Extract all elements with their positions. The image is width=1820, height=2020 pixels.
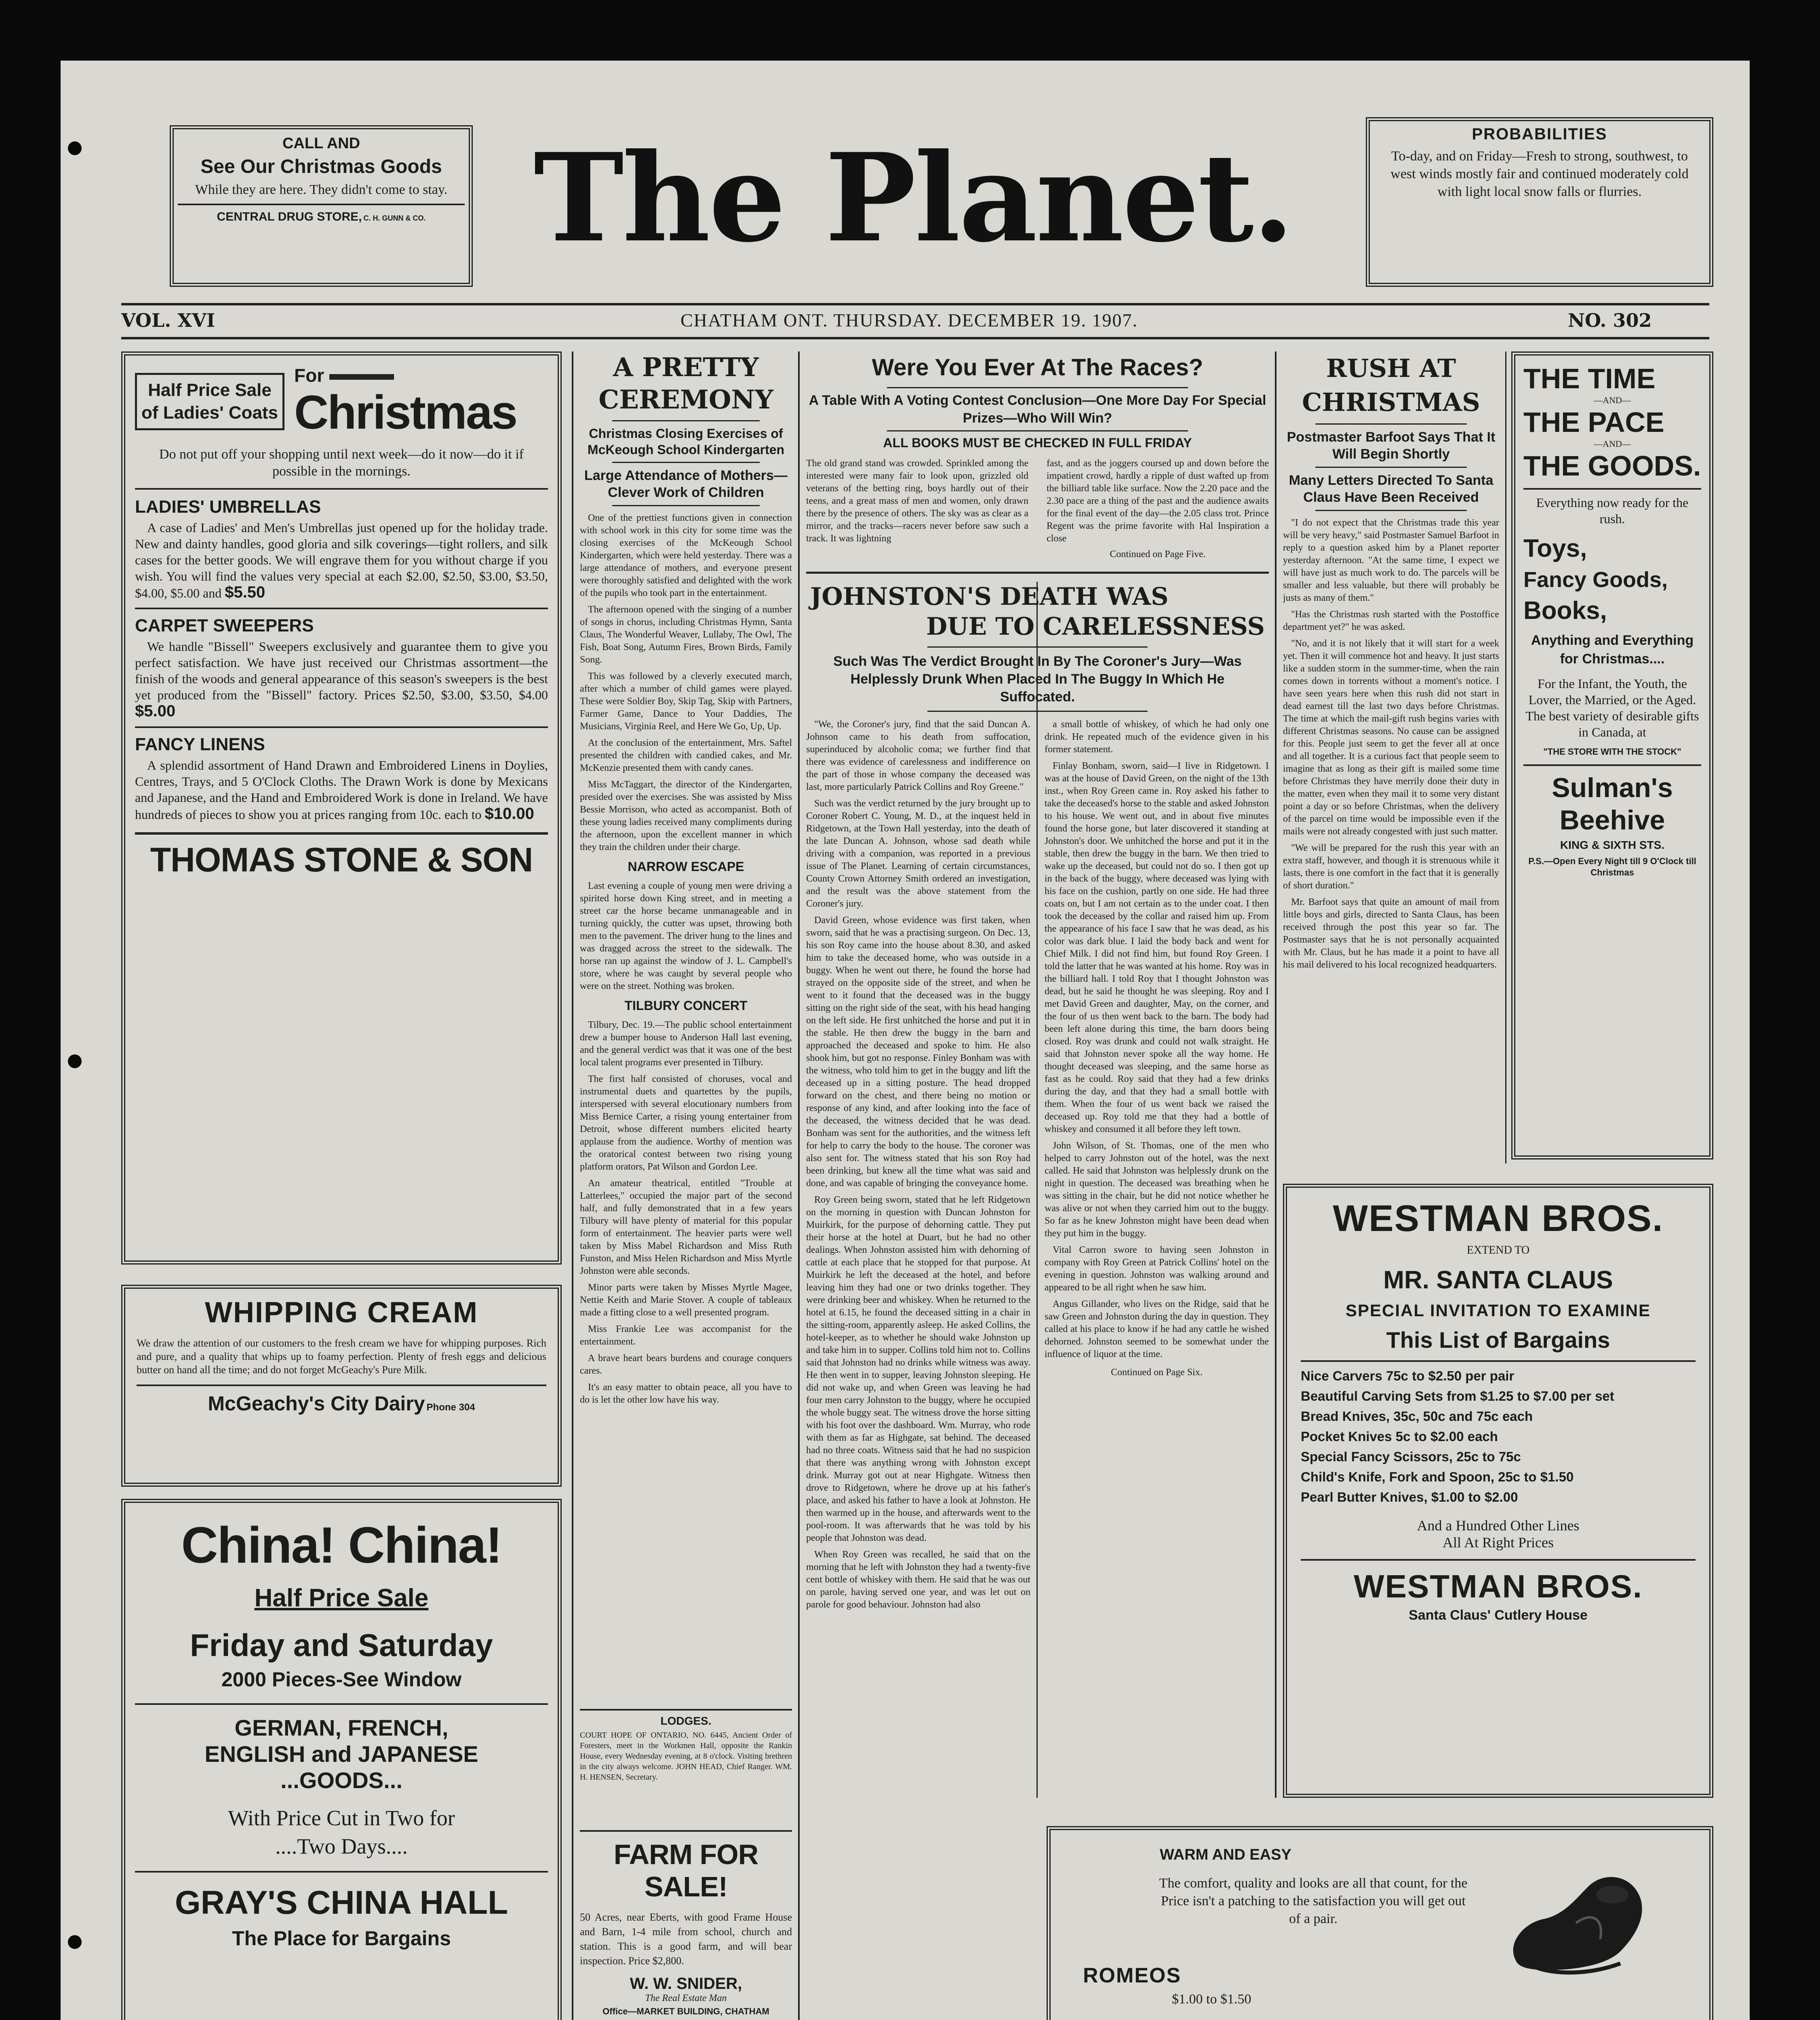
narrow-escape-heading: NARROW ESCAPE xyxy=(628,859,744,874)
cream-phone: Phone 304 xyxy=(426,1402,475,1413)
article-paragraph: Roy Green being sworn, stated that he left Ridgetown on the morning in question with Duncan Johnston for Muirkirk, for the purpose of dehorning cattle. They put their horse at the hotel at Duart, but he had no other dealings. When Johnston assisted him with dehorning of cattle at each place that he stopped for that purpose. At Muirkirk he left the deceased at the hotel, and before leaving him they had one or two drinks together. They were drinking beer and whiskey. When he returned to the hotel at 6.15, he found the deceased sitting in a chair in the sitting-room, apparently asleep. He asked Collins, the hotel-keeper, as to whether he should wake Johnston up and take him in to supper. Collins told him not to. Collins said that Johnston had no drinks while witness was away. He then went in to supper, leaving Johnston sleeping. He did not wake up, and when Green was leaving he had four men carry Johnston to the buggy, where he occupied the whole buggy seat. The witness drove the horse sitting with his foot over the dashboard. Wm. Murray, who rode with them as far as Highgate, sat behind. The deceased had no three coats. Witness said that he had no suspicion that there was anything wrong with Johnston except drink. Murray got out at near Highgate. Witness then drove to Ridgetown, where he drove up at his father's place, and asked his father to have a look at Johnston. He then warmed up in the house, and afterwards went to the pool-room. It was afterwards that he was told by his people that Johnston was dead. xyxy=(806,1195,1030,1543)
rush-headline: RUSH AT CHRISTMAS xyxy=(1302,354,1480,417)
slipper-icon xyxy=(1499,1862,1653,1984)
ceremony-subhead: Large Attendance of Mothers—Clever Work of Children xyxy=(584,468,788,500)
issue-number: NO. 302 xyxy=(1568,309,1652,331)
weather-text: To-day, and on Friday—Fresh to strong, southwest, to west winds mostly fair and continued moderately cold with light local snow falls or flurries. xyxy=(1390,149,1689,199)
sulman-fancy-goods: Fancy Goods, xyxy=(1523,568,1668,592)
johnston-headline: DUE TO CARELESSNESS xyxy=(926,612,1265,641)
cowan-price: $1.00 to $1.50 xyxy=(1172,1992,1251,2007)
tilbury-heading: TILBURY CONCERT xyxy=(624,998,748,1013)
westman-subtitle: Santa Claus' Cutlery House xyxy=(1409,1608,1588,1623)
article-paragraph: At the conclusion of the entertainment, Mrs. Saftel presented the children with candied cakes, and Mr. McKenzie presented them with candy canes. xyxy=(580,738,792,773)
stone-intro: Do not put off your shopping until next week—do it now—do it if possible in the mornings. xyxy=(159,447,524,479)
races-subhead: A Table With A Voting Contest Conclusion—One More Day For Special Prizes—Who Will Win? xyxy=(809,393,1266,426)
article-paragraph: The afternoon opened with the singing of a number of songs in chorus, including Christmas Hymn, Santa Claus, The Wonderful Weaver, Lullaby, The Owl, The Fish, Boat Song, Autumn Fires, Brown Birds, Family Song. xyxy=(580,604,792,665)
sulman-pace: THE PACE xyxy=(1523,406,1664,438)
westman-item: Beautiful Carving Sets from $1.25 to $7.00 per set xyxy=(1301,1389,1614,1403)
westman-item: Pearl Butter Knives, $1.00 to $2.00 xyxy=(1301,1490,1518,1504)
westman-item: Special Fancy Scissors, 25c to 75c xyxy=(1301,1449,1521,1464)
sulman-goods: THE GOODS. xyxy=(1523,450,1701,482)
sulman-signature: Sulman's xyxy=(1552,772,1673,803)
sulman-slogan: "THE STORE WITH THE STOCK" xyxy=(1543,747,1681,757)
sulman-and: —AND— xyxy=(1594,395,1631,405)
farm-office: Office—MARKET BUILDING, CHATHAM xyxy=(602,2006,769,2016)
article-paragraph: "No, and it is not likely that it will start for a week yet. Then it will commence hot and heavy. It just starts like a sudden storm in the summer-time, when the rain comes down in torrents without a moment's notice. I have seen years here when this rush did not start in dead earnest till the last two days before Christmas. The time at which the mail-gift rush begins varies with different Christmas seasons. No cause can be assigned for this. People just seem to get the fever all at once and all together. It is a curious fact that people seem to imagine that as long as their gift is mailed some time before Christmas they have merrily done their duty in the matter, even when they mail it to some very distant point a day or so before Christmas, when the delivery of the parcel on time would be impossible even if the mails were not already congested with just such matter. xyxy=(1283,638,1499,837)
sulman-for-text: For the Infant, the Youth, the Lover, the Married, or the Aged. The best variety of desirable gifts in Canada, at xyxy=(1525,676,1699,739)
article-paragraph: An amateur theatrical, entitled "Trouble at Latterlees," occupied the major part of the second half, and fully demonstrated that in a few years Tilbury will have plenty of material for this popular form of entertainment. The heavier parts were well taken by Miss Mabel Richardson and Miss Ruth Funston, and Miss Helen Richardson and Miss Myrtle Johnston were able seconds. xyxy=(580,1178,792,1276)
column-rule xyxy=(1275,351,1277,1798)
sulman-address: KING & SIXTH STS. xyxy=(1560,839,1665,851)
ear-left-owner: C. H. GUNN & CO. xyxy=(363,214,426,222)
article-paragraph: Angus Gillander, who lives on the Ridge, said that he saw Green and Johnston during the day in question. They called at his place to know if he had any cattle he wished dehorned. Johnston seemed to be somewhat under the influence of liquor at the time. xyxy=(1045,1299,1269,1359)
china-price-cut: With Price Cut in Two for xyxy=(228,1806,455,1830)
china-goods: ENGLISH and JAPANESE xyxy=(204,1741,478,1767)
article-paragraph: Last evening a couple of young men were driving a spirited horse down King street, and in meeting a street car the horse became unmanageable and in turning quickly, the cutter was upset, throwing both men to the pavement. The driver hung to the lines and was dragged across the street to the sidewalk. The horse ran up against the window of J. L. Campbell's store, where he was caught by several people who were on the street. Nothing was broken. xyxy=(580,881,792,991)
china-days: Friday and Saturday xyxy=(190,1627,493,1663)
column-rule xyxy=(572,351,573,2020)
article-paragraph: One of the prettiest functions given in connection with school work in this city for some time was the closing exercises of the McKeough School Kindergarten, which were held yesterday. There was a large attendance of mothers, and everyone present were thoroughly satisfied and delighted with the work of the pupils who took part in the entertainment. xyxy=(580,513,792,598)
china-tagline: The Place for Bargains xyxy=(232,1927,451,1950)
cowan-ad xyxy=(1047,1826,1713,2020)
westman-signature: WESTMAN BROS. xyxy=(1354,1568,1643,1604)
article-paragraph: Such was the verdict returned by the jury brought up to Coroner Robert C. Young, M. D., at the inquest held in Ridgetown, at the Town Hall yesterday, into the death of the late Duncan A. Johnson, whose sad death while driving with a companion, was reported in a previous issue of The Planet. Learning of certain circumstances, County Crown Attorney Smith ordered an investigation, and the result was the above statement from the Coroner's jury. xyxy=(806,798,1030,909)
races-headline: Were You Ever At The Races? xyxy=(872,354,1203,381)
westman-item: Bread Knives, 35c, 50c and 75c each xyxy=(1301,1409,1533,1424)
cowan-headline: WARM AND EASY xyxy=(1160,1846,1291,1863)
rush-article xyxy=(1283,351,1499,1168)
dateline-bar xyxy=(121,307,1709,335)
dateline: CHATHAM ONT. THURSDAY. DECEMBER 19. 1907. xyxy=(680,310,1138,330)
stone-umbrellas-price: $5.50 xyxy=(225,583,265,601)
punch-hole xyxy=(68,141,82,155)
masthead-rule-top xyxy=(121,303,1709,305)
stone-linens-price: $10.00 xyxy=(484,805,534,823)
ear-left-store: CENTRAL DRUG STORE, xyxy=(217,210,362,223)
article-paragraph: a small bottle of whiskey, of which he had only one drink. He repeated much of the evidence given in his former statement. xyxy=(1045,719,1269,755)
article-paragraph: "I do not expect that the Christmas trade this year will be very heavy," said Postmaster Samuel Barfoot in reply to a question asked him by a Planet reporter yesterday afternoon. "At the same time, I expect we will have just as much work to do. The parcels will be smaller and less valuable, but there will probably be justs as many of them." xyxy=(1283,518,1499,603)
rush-subhead: Postmaster Barfoot Says That It Will Begin Shortly xyxy=(1287,429,1496,462)
rush-subhead: Many Letters Directed To Santa Claus Have Been Received xyxy=(1289,473,1493,505)
sulman-books: Books, xyxy=(1523,597,1607,625)
westman-item: Pocket Knives 5c to $2.00 each xyxy=(1301,1429,1498,1444)
ear-left-line: CALL AND xyxy=(282,135,360,152)
stone-christmas: Christmas xyxy=(294,386,517,439)
ceremony-body xyxy=(580,512,792,854)
races-body-right: fast, and as the joggers coursed up and down before the impatient crowd, hardly a ripple of dust wafted up from the billiard table like surface. Now the 2.20 pace and the 2.30 pace are a thing of the past and the audience awaits for the final event of the day—the 2.05 class trot. Prince Regent was the prime favorite with Hal Inspiration a close xyxy=(1047,458,1269,544)
article-paragraph: When Roy Green was recalled, he said that on the morning that he left with Johnston they had a twenty-five cent bottle of whiskey with them. He said that he was out on parole, having served one year, and was let out on parole for good behaviour. Johnston had also xyxy=(806,1549,1030,1610)
china-goods: ...GOODS... xyxy=(280,1768,402,1793)
johnston-body-right xyxy=(1045,718,1269,1615)
article-paragraph: "Has the Christmas rush started with the Postoffice department yet?" he was asked. xyxy=(1283,609,1499,632)
races-continued: Continued on Page Five. xyxy=(1110,549,1206,560)
sulman-ad xyxy=(1511,351,1713,1159)
sulman-and: —AND— xyxy=(1594,439,1631,449)
weather-title: PROBABILITIES xyxy=(1472,125,1607,143)
johnston-article xyxy=(806,582,1269,1802)
ceremony-subhead: Christmas Closing Exercises of McKeough School Kindergarten xyxy=(587,426,785,457)
johnston-body-left xyxy=(806,718,1030,1615)
sulman-intro: Everything now ready for the rush. xyxy=(1536,495,1689,526)
article-paragraph: Miss Frankie Lee was accompanist for the entertainment. xyxy=(580,1324,792,1347)
stone-umbrellas-heading: LADIES' UMBRELLAS xyxy=(135,497,321,517)
masthead-rule-bottom xyxy=(121,337,1709,339)
cream-ad xyxy=(121,1285,562,1487)
punch-hole xyxy=(68,1054,82,1068)
stone-linens-heading: FANCY LINENS xyxy=(135,734,265,754)
farm-title: FARM FOR SALE! xyxy=(613,1839,758,1902)
article-paragraph: David Green, whose evidence was first taken, when sworn, said that he was a practising surgeon. On Dec. 13, his son Roy came into the house about 8.30, and asked him to take the deceased home, who was outside in a buggy. When he went out there, he found the horse had strayed on the opposite side of the street, and when he went to it found that the deceased was in the buggy sitting on the right side of the seat, with his head hanging on the left side. He first unhitched the horse and put it in the stable. He then drew the buggy in the barn and approached the deceased and spoke to him. He also shook him, but got no response. Finley Bonham was with the witness, who told him to get in the buggy and lift the deceased up in a sitting posture. The head dropped forward on the chest, and there being no motion or response of any kind, and after looking into the face of the deceased, the witness decided that he was dead. Bonham was sent for the authorities, and the witness left for help to carry the body to the house. The coroner was also sent for. The witness stated that his son Roy had been drinking, but knew all the time what was said and done, and was capable of bringing the conveyance home. xyxy=(806,915,1030,1189)
article-paragraph: Minor parts were taken by Misses Myrtle Magee, Nettie Keith and Marie Stover. A couple of tableaux made a fitting close to a well presented program. xyxy=(580,1282,792,1318)
races-body-left: The old grand stand was crowded. Sprinkled among the interested were many fair to look upon, grizzled old veterans of the betting ring, boys hardly out of their teens, and a great mass of men and women, only drawn there by the presence of others. The sky was as clear as a mirror, and the tracks—racers never before saw such a track. It was lightning xyxy=(806,458,1028,544)
column-rule xyxy=(798,351,800,2020)
stone-sweepers-heading: CARPET SWEEPERS xyxy=(135,616,314,635)
china-goods: GERMAN, FRENCH, xyxy=(234,1715,449,1740)
lodges-text: COURT HOPE OF ONTARIO, NO. 6445, Ancient Order of Foresters, meet in the Workmen Hall, opposite the Rankin House, every Wednesday evening, at 8 o'clock. Visiting brethren in the city always welcome. JOHN HEAD, Chief Ranger. WM. H. HENSEN, Secretary. xyxy=(580,1731,792,1782)
article-paragraph: Miss McTaggart, the director of the Kindergarten, presided over the exercises. She was assisted by Miss Bessie Morrison, who acted as accompanist. Both of these young ladies received many compliments during the afternoon, upon the excellent manner in which they train the children under their charge. xyxy=(580,779,792,852)
article-paragraph: It's an easy matter to obtain peace, all you have to do is let the other low have his way. xyxy=(580,1382,792,1405)
article-paragraph: John Wilson, of St. Thomas, one of the men who helped to carry Johnston out of the hotel, was the next called. He said that Johnston was helplessly drunk on the night in question. The deceased was breathing when he was sitting in the chair, but he did not notice whether he was alive or not when they carried him out to the buggy. So far as he knew Johnston might have been dead when they put him in the buggy. xyxy=(1045,1140,1269,1239)
farm-ad xyxy=(580,1830,792,2020)
article-paragraph: The first half consisted of choruses, vocal and instrumental duets and quartettes by the pupils, interspersed with several elocutionary numbers from Miss Bernice Carter, a rising young entertainer from Detroit, whose different numbers elicited hearty applause from the audience. Worthy of mention was the oratorical contest between two rising young platform orators, Pat Wilson and Gordon Lee. xyxy=(580,1074,792,1172)
westman-more: All At Right Prices xyxy=(1442,1534,1554,1551)
westman-extend: EXTEND TO xyxy=(1466,1244,1530,1256)
westman-more: And a Hundred Other Lines xyxy=(1417,1517,1580,1534)
arrow-icon xyxy=(329,374,394,380)
masthead-title: The Planet. xyxy=(533,126,1293,269)
cream-text: We draw the attention of our customers to the fresh cream we have for whipping purposes. Rich and pure, and a quality that whips up to foamy perfection. Plenty of fresh eggs and delicious butter on hand all the time; and do not forget McGeachy's Pure Milk. xyxy=(137,1337,546,1376)
stone-sweepers-text: We handle "Bissell" Sweepers exclusively and guarantee them to give you perfect satisfaction. We have just received our Christmas assortment—the finish of the woods and general appearance of this season's sweepers is the best yet produced from the "Bissell" factory. Prices $2.50, $3.00, $3.50, $4.00 xyxy=(135,639,548,702)
johnston-headline: JOHNSTON'S DEATH WAS xyxy=(810,583,1169,611)
lodges-notice xyxy=(580,1709,792,1822)
weather-box xyxy=(1366,117,1713,287)
china-pieces: 2000 Pieces-See Window xyxy=(221,1668,462,1691)
section-rule xyxy=(806,572,1269,574)
stone-umbrellas-text: A case of Ladies' and Men's Umbrellas just opened up for the holiday trade. New and dainty handles, good gloria and silk coverings—tight rollers, and silk cases for the better goods. We will engrave them for you without charge if you wish. You will find the values very special at each $2.00, $2.50, $3.00, $3.50, $4.00, $5.00 and xyxy=(135,520,548,600)
article-paragraph: Vital Carron swore to having seen Johnston in company with Roy Green at Patrick Collins' hotel on the evening in question. Johnston was walking around and appeared to be all right when he saw him. xyxy=(1045,1245,1269,1293)
article-paragraph: Tilbury, Dec. 19.—The public school entertainment drew a bumper house to Anderson Hall last evening, and the general verdict was that it was one of the best local talent programs ever presented in Tilbury. xyxy=(580,1020,792,1068)
farm-text: 50 Acres, near Eberts, with good Frame House and Barn, 1-4 mile from school, church and station. This is a good farm, and will bear inspection. Price $2,800. xyxy=(580,1911,792,1967)
sulman-time: THE TIME xyxy=(1523,363,1656,394)
westman-list-title: This List of Bargains xyxy=(1386,1327,1610,1353)
westman-item: Child's Knife, Fork and Spoon, 25c to $1.50 xyxy=(1301,1469,1574,1484)
ear-left-ad xyxy=(170,125,473,287)
farm-signature: W. W. SNIDER, xyxy=(630,1975,742,1993)
china-title: China! China! xyxy=(181,1517,502,1574)
ear-left-headline: See Our Christmas Goods xyxy=(200,156,442,177)
cream-signature: McGeachy's City Dairy xyxy=(208,1392,425,1415)
sulman-postscript: P.S.—Open Every Night till 9 O'Clock till Christmas xyxy=(1528,856,1696,877)
article-paragraph: Finlay Bonham, sworn, said—I live in Ridgetown. I was at the house of David Green, on the night of the 13th inst., when Roy Green came in. Roy asked his father to take the deceased's horse to the stable and asked Johnston to his house. We went out, and in about five minutes found the horse gone, but later discovered it standing at Johnston's door. We unhitched the horse and put it in the stable, then drew the buggy in the barn. We then tried to wake up the deceased, but could not do so. I then got up in the back of the buggy, where deceased was lying with his face on the cushion, partly on one side. He had three coats on, but I am not certain as to the under coat. I then took the deceased by the collar and raised him up. From the appearance of his face I saw that he was dead, as his color was dark blue. I laid the body back and went for Chief Milk. I did not find him, but found Roy Green. I told the latter that he was wanted at his home. Roy was in the billiard hall. I told Roy that I thought Johnston was dead, but he said he thought he was sleeping. Roy and I met David Green and daughter, May, on the corner, and the four of us then went back to the barn. The body had been left alone during this time, the barn doors being closed. Roy was drunk and could not walk straight. He said that Johnston never spoke all the way home. He thought deceased was sleeping, and the same horse as fast as he could. Roy said that they had a few drinks during the day, and that they had a small bottle with them. When the four of us went back we raised the deceased up. Roy told me that they had a bottle of whiskey and consumed it all before they left town. xyxy=(1045,761,1269,1134)
sulman-signature: Beehive xyxy=(1559,805,1665,835)
lodges-title: LODGES. xyxy=(660,1715,712,1727)
westman-items xyxy=(1301,1366,1696,1507)
ear-left-text: While they are here. They didn't come to stay. xyxy=(195,182,448,197)
westman-santa: MR. SANTA CLAUS xyxy=(1383,1266,1613,1294)
cowan-text: The comfort, quality and looks are all that count, for the Price isn't a patching to the satisfaction you will get out of a pair. xyxy=(1159,1876,1468,1926)
westman-invite: SPECIAL INVITATION TO EXAMINE xyxy=(1346,1301,1651,1320)
ceremony-column xyxy=(580,351,792,1677)
stone-ad xyxy=(121,351,562,1265)
article-paragraph: Mr. Barfoot says that quite an amount of mail from little boys and girls, directed to Santa Claus, has been received through the post this year so far. The Postmaster says that he is not personally acquainted with Mr. Claus, but he has made it a point to have all his mail delivered to his local recognized headquarters. xyxy=(1283,897,1499,970)
volume-number: VOL. XVI xyxy=(121,309,215,331)
stone-sweepers-price: $5.00 xyxy=(135,702,176,720)
rush-body xyxy=(1283,517,1499,971)
article-paragraph: This was followed by a cleverly executed march, after which a number of child games were played. These were Soldier Boy, Skip Tag, Skip with Partners, Farmer Game, Dance to Your Daddies, The Musicians, Virginia Reel, and Here We Go, Up, Up. xyxy=(580,671,792,732)
westman-title: WESTMAN BROS. xyxy=(1333,1198,1664,1239)
article-paragraph: "We, the Coroner's jury, find that the said Duncan A. Johnson came to his death from suffocation, superinduced by alcoholic coma; we further find that there was evidence of carelessness and indifference on the part of those in whose company the deceased was last, more particularly Patrick Collins and Roy Greene." xyxy=(806,719,1030,792)
china-half-price: Half Price Sale xyxy=(254,1584,429,1612)
china-signature: GRAY'S CHINA HALL xyxy=(175,1884,508,1921)
article-paragraph: "We will be prepared for the rush this year with an extra staff, however, and though it is strenuous while it lasts, there is one comfort in the fact that it is generally of short duration." xyxy=(1283,843,1499,891)
stone-half-price: Half Price Sale of Ladies' Coats xyxy=(135,373,284,430)
sulman-toys: Toys, xyxy=(1523,534,1587,562)
stone-linens-text: A splendid assortment of Hand Drawn and Embroidered Linens in Doylies, Centres, Trays, and 5 O'Clock Cloths. The Drawn Work is done by Mexicans and Japanese, and the Hand and Embroidered Work is done in Ireland. We have hundreds of pieces to show you at prices ranging from 10c. each to xyxy=(135,758,548,822)
johnston-subhead: Such Was The Verdict Brought In By The Coroner's Jury—Was Helplessly Drunk When Placed In The Buggy In Which He Suffocated. xyxy=(833,654,1242,705)
punch-hole xyxy=(68,1935,82,1949)
stone-signature: THOMAS STONE & SON xyxy=(150,841,533,879)
sulman-anything: Anything and Everything for Christmas.... xyxy=(1531,633,1694,667)
column-rule xyxy=(1505,351,1506,1164)
cream-title: WHIPPING CREAM xyxy=(205,1296,478,1329)
races-subhead: ALL BOOKS MUST BE CHECKED IN FULL FRIDAY xyxy=(883,436,1192,450)
article-paragraph: A brave heart bears burdens and courage conquers cares. xyxy=(580,1353,792,1376)
westman-ad xyxy=(1283,1184,1713,1798)
johnston-continued: Continued on Page Six. xyxy=(1111,1367,1203,1378)
farm-subtitle: The Real Estate Man xyxy=(645,1993,727,2003)
westman-item: Nice Carvers 75c to $2.50 per pair xyxy=(1301,1368,1515,1383)
china-price-cut: ....Two Days.... xyxy=(275,1834,408,1858)
newspaper-page xyxy=(61,61,1750,2020)
ceremony-headline: A PRETTY CEREMONY xyxy=(598,352,773,415)
cowan-romeos: ROMEOS xyxy=(1083,1964,1182,1987)
stone-for: For xyxy=(294,365,324,386)
china-ad xyxy=(121,1499,562,2020)
